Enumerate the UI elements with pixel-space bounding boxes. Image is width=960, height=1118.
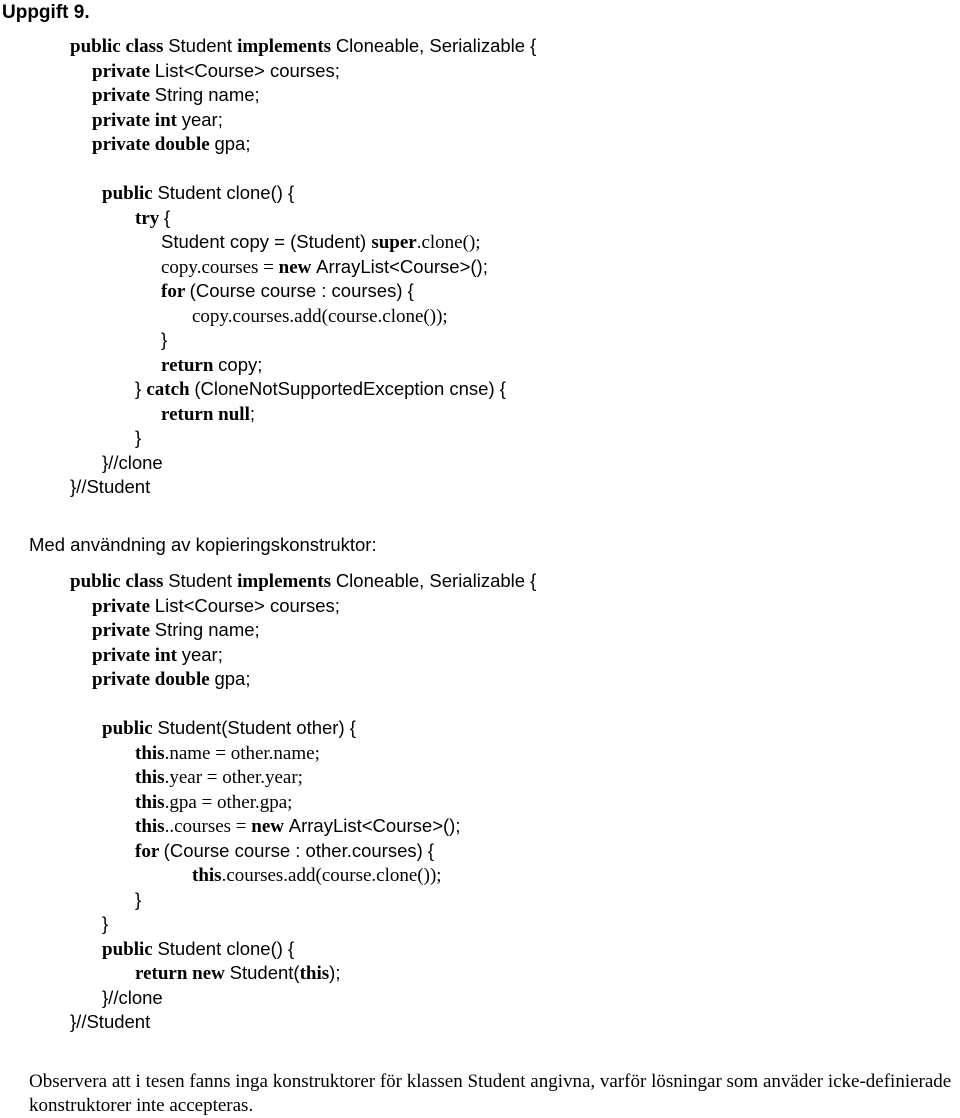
copy-constructor-intro: Med användning av kopieringskonstruktor: bbox=[29, 534, 377, 555]
code-line bbox=[135, 961, 340, 985]
code-line bbox=[92, 667, 250, 691]
code-text: } bbox=[135, 888, 142, 910]
code-line bbox=[70, 1010, 150, 1034]
code-line bbox=[161, 230, 481, 254]
code-line bbox=[135, 839, 434, 863]
code-text: (Course course : other.courses) { bbox=[163, 839, 435, 861]
code-keyword: super bbox=[371, 232, 417, 253]
code-keyword: implements bbox=[237, 571, 336, 592]
code-line bbox=[92, 83, 260, 107]
code-text: Student bbox=[168, 570, 238, 591]
code-line bbox=[92, 643, 223, 667]
code-text: copy.courses = bbox=[161, 256, 279, 278]
code-text: (CloneNotSupportedException cnse) { bbox=[194, 378, 506, 399]
code-text: ; bbox=[249, 402, 255, 424]
code-text: Cloneable, Serializable { bbox=[335, 570, 537, 591]
code-text: } bbox=[135, 378, 147, 399]
code-line bbox=[70, 34, 536, 58]
code-keyword: private int bbox=[92, 644, 182, 666]
code-line bbox=[70, 569, 536, 593]
code-line bbox=[135, 790, 292, 814]
code-line bbox=[161, 279, 414, 303]
code-line bbox=[135, 377, 506, 401]
code-keyword: public bbox=[102, 183, 158, 204]
code-keyword: private bbox=[92, 85, 155, 106]
code-text: Student clone() { bbox=[157, 182, 295, 203]
code-keyword: private bbox=[92, 595, 155, 617]
code-text: String name; bbox=[154, 619, 260, 640]
code-text: ..courses = bbox=[164, 816, 252, 837]
code-line bbox=[135, 741, 320, 765]
code-keyword: this bbox=[135, 816, 165, 837]
code-keyword: private bbox=[92, 60, 155, 82]
code-keyword: this bbox=[135, 767, 165, 788]
code-text: Student clone() { bbox=[157, 937, 295, 959]
code-text: List<Course> courses; bbox=[154, 594, 340, 616]
code-line bbox=[70, 475, 150, 499]
code-keyword: public class bbox=[70, 571, 169, 592]
code-text: } bbox=[161, 329, 168, 350]
code-line bbox=[135, 206, 170, 230]
code-text: ArrayList<Course>(); bbox=[288, 815, 461, 836]
code-line bbox=[92, 132, 250, 156]
code-keyword: catch bbox=[146, 379, 195, 400]
code-line bbox=[102, 716, 356, 740]
code-line bbox=[161, 255, 488, 279]
code-line bbox=[92, 59, 340, 83]
code-text: year; bbox=[181, 643, 223, 665]
code-line bbox=[92, 594, 340, 618]
code-line bbox=[92, 108, 223, 132]
assignment-heading: Uppgift 9. bbox=[2, 2, 90, 23]
code-keyword: public bbox=[102, 718, 158, 739]
code-text: gpa; bbox=[214, 668, 251, 689]
code-text: String name; bbox=[154, 84, 260, 105]
code-text: }//Student bbox=[70, 476, 151, 497]
code-keyword: return bbox=[161, 354, 219, 376]
code-text: Student(Student other) { bbox=[157, 717, 356, 738]
code-keyword: implements bbox=[237, 36, 336, 57]
code-text: .gpa = other.gpa; bbox=[164, 791, 293, 813]
code-text: ArrayList<Course>(); bbox=[316, 255, 488, 277]
code-line bbox=[192, 304, 448, 328]
code-text: gpa; bbox=[214, 133, 251, 154]
code-text: Student copy = (Student) bbox=[161, 231, 372, 252]
code-keyword: return new bbox=[135, 963, 230, 984]
code-text: copy.courses.add(course.clone()); bbox=[192, 305, 448, 327]
code-text: List<Course> courses; bbox=[154, 59, 340, 81]
code-line bbox=[135, 814, 460, 838]
code-text: Student bbox=[168, 35, 238, 56]
footnote: Observera att i tesen fanns inga konstruktorer för klassen Student angivna, varför lösningar som anväder icke-definierade konstruktorer inte accepteras. bbox=[29, 1071, 952, 1116]
code-line bbox=[102, 451, 163, 475]
code-text: .clone(); bbox=[416, 232, 481, 253]
code-line bbox=[135, 765, 303, 789]
code-line bbox=[102, 912, 108, 936]
code-text: } bbox=[102, 913, 109, 934]
code-keyword: public class bbox=[70, 36, 169, 57]
code-keyword: private int bbox=[92, 109, 182, 131]
code-keyword: this bbox=[192, 865, 222, 886]
code-keyword: try bbox=[135, 207, 165, 229]
code-keyword: new bbox=[251, 816, 289, 837]
code-keyword: this bbox=[135, 742, 165, 764]
code-keyword: new bbox=[278, 256, 317, 278]
code-line bbox=[92, 618, 260, 642]
code-line bbox=[102, 181, 294, 205]
code-keyword: this bbox=[299, 963, 330, 984]
code-keyword: private double bbox=[92, 134, 215, 155]
code-text: }//clone bbox=[102, 986, 163, 1008]
code-keyword: for bbox=[135, 840, 164, 862]
code-line bbox=[161, 353, 262, 377]
code-keyword: for bbox=[161, 281, 190, 302]
code-line bbox=[192, 863, 442, 887]
code-keyword: this bbox=[135, 791, 165, 813]
code-text: .name = other.name; bbox=[164, 742, 320, 764]
code-text: Cloneable, Serializable { bbox=[335, 35, 537, 56]
code-keyword: private double bbox=[92, 669, 215, 690]
code-text: copy; bbox=[218, 353, 263, 375]
code-line bbox=[161, 402, 255, 426]
code-text: }//Student bbox=[70, 1011, 151, 1032]
code-line bbox=[135, 426, 141, 450]
code-text: }//clone bbox=[102, 451, 163, 473]
code-line bbox=[102, 986, 163, 1010]
code-text: { bbox=[164, 206, 171, 228]
code-text: year; bbox=[181, 108, 223, 130]
code-keyword: return null bbox=[161, 403, 250, 425]
code-line bbox=[161, 328, 167, 352]
code-text: ); bbox=[329, 962, 341, 983]
code-keyword: public bbox=[102, 938, 158, 960]
code-text: (Course course : courses) { bbox=[189, 280, 414, 301]
code-line bbox=[102, 937, 294, 961]
code-text: .courses.add(course.clone()); bbox=[221, 865, 442, 886]
code-keyword: private bbox=[92, 620, 155, 641]
code-text: .year = other.year; bbox=[164, 767, 303, 788]
code-text: } bbox=[135, 427, 142, 448]
code-text: Student( bbox=[229, 962, 300, 983]
code-line bbox=[135, 888, 141, 912]
